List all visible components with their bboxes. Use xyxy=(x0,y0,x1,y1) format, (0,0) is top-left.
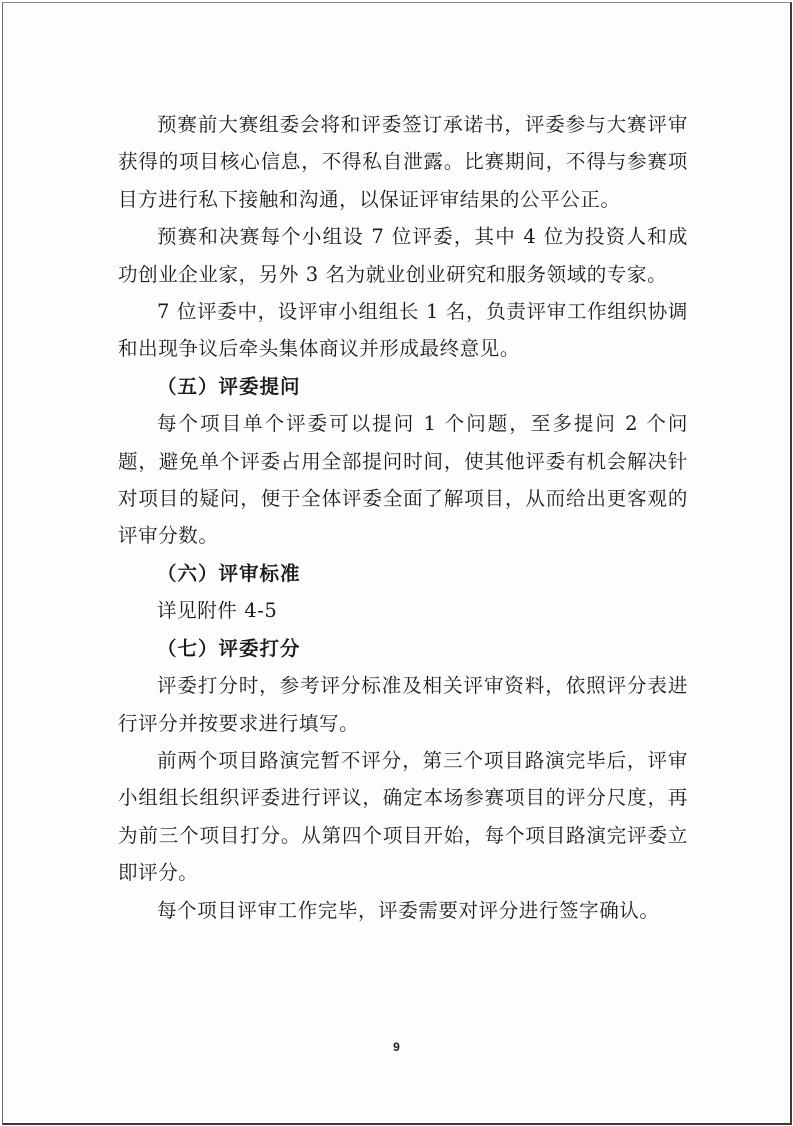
page-number: 9 xyxy=(393,1040,400,1054)
paragraph-scoring-order: 前两个项目路演完暂不评分，第三个项目路演完毕后，评审小组组长组织评委进行评议，确定本场参赛项目的评分尺度，再为前三个项目打分。从第四个项目开始，每个项目路演完评委立即评分。 xyxy=(118,748,688,885)
paragraph-scoring-reference: 评委打分时，参考评分标准及相关评审资料，依照评分表进行评分并按要求进行填写。 xyxy=(118,674,688,735)
paragraph-signature-confirmation: 每个项目评审工作完毕，评委需要对评分进行签字确认。 xyxy=(157,898,660,922)
paragraph-question-rules: 每个项目单个评委可以提问 1 个问题，至多提问 2 个问题，避免单个评委占用全部提问时间，使其他评委有机会解决针对项目的疑问，便于全体评委全面了解项目，从而给出更客观的评审分数。 xyxy=(118,412,688,548)
document-page xyxy=(2,2,792,1125)
paragraph-see-attachment: 详见附件 4-5 xyxy=(157,599,278,623)
paragraph-group-leader: 7 位评委中，设评审小组组长 1 名，负责评审工作组织协调和出现争议后牵头集体商议并形成最终意见。 xyxy=(118,300,688,361)
document-body xyxy=(118,106,688,929)
paragraph-judge-commitment: 预赛前大赛组委会将和评委签订承诺书，评委参与大赛评审获得的项目核心信息，不得私自泄露。比赛期间，不得与参赛项目方进行私下接触和沟通，以保证评审结果的公平公正。 xyxy=(118,113,688,211)
section-heading-judge-scoring: （七）评委打分 xyxy=(157,636,301,660)
section-heading-judge-questions: （五）评委提问 xyxy=(157,374,301,398)
paragraph-judge-composition: 预赛和决赛每个小组设 7 位评委，其中 4 位为投资人和成功创业企业家，另外 3 名为就业创业研究和服务领域的专家。 xyxy=(118,225,688,286)
section-heading-review-criteria: （六）评审标准 xyxy=(157,561,301,585)
